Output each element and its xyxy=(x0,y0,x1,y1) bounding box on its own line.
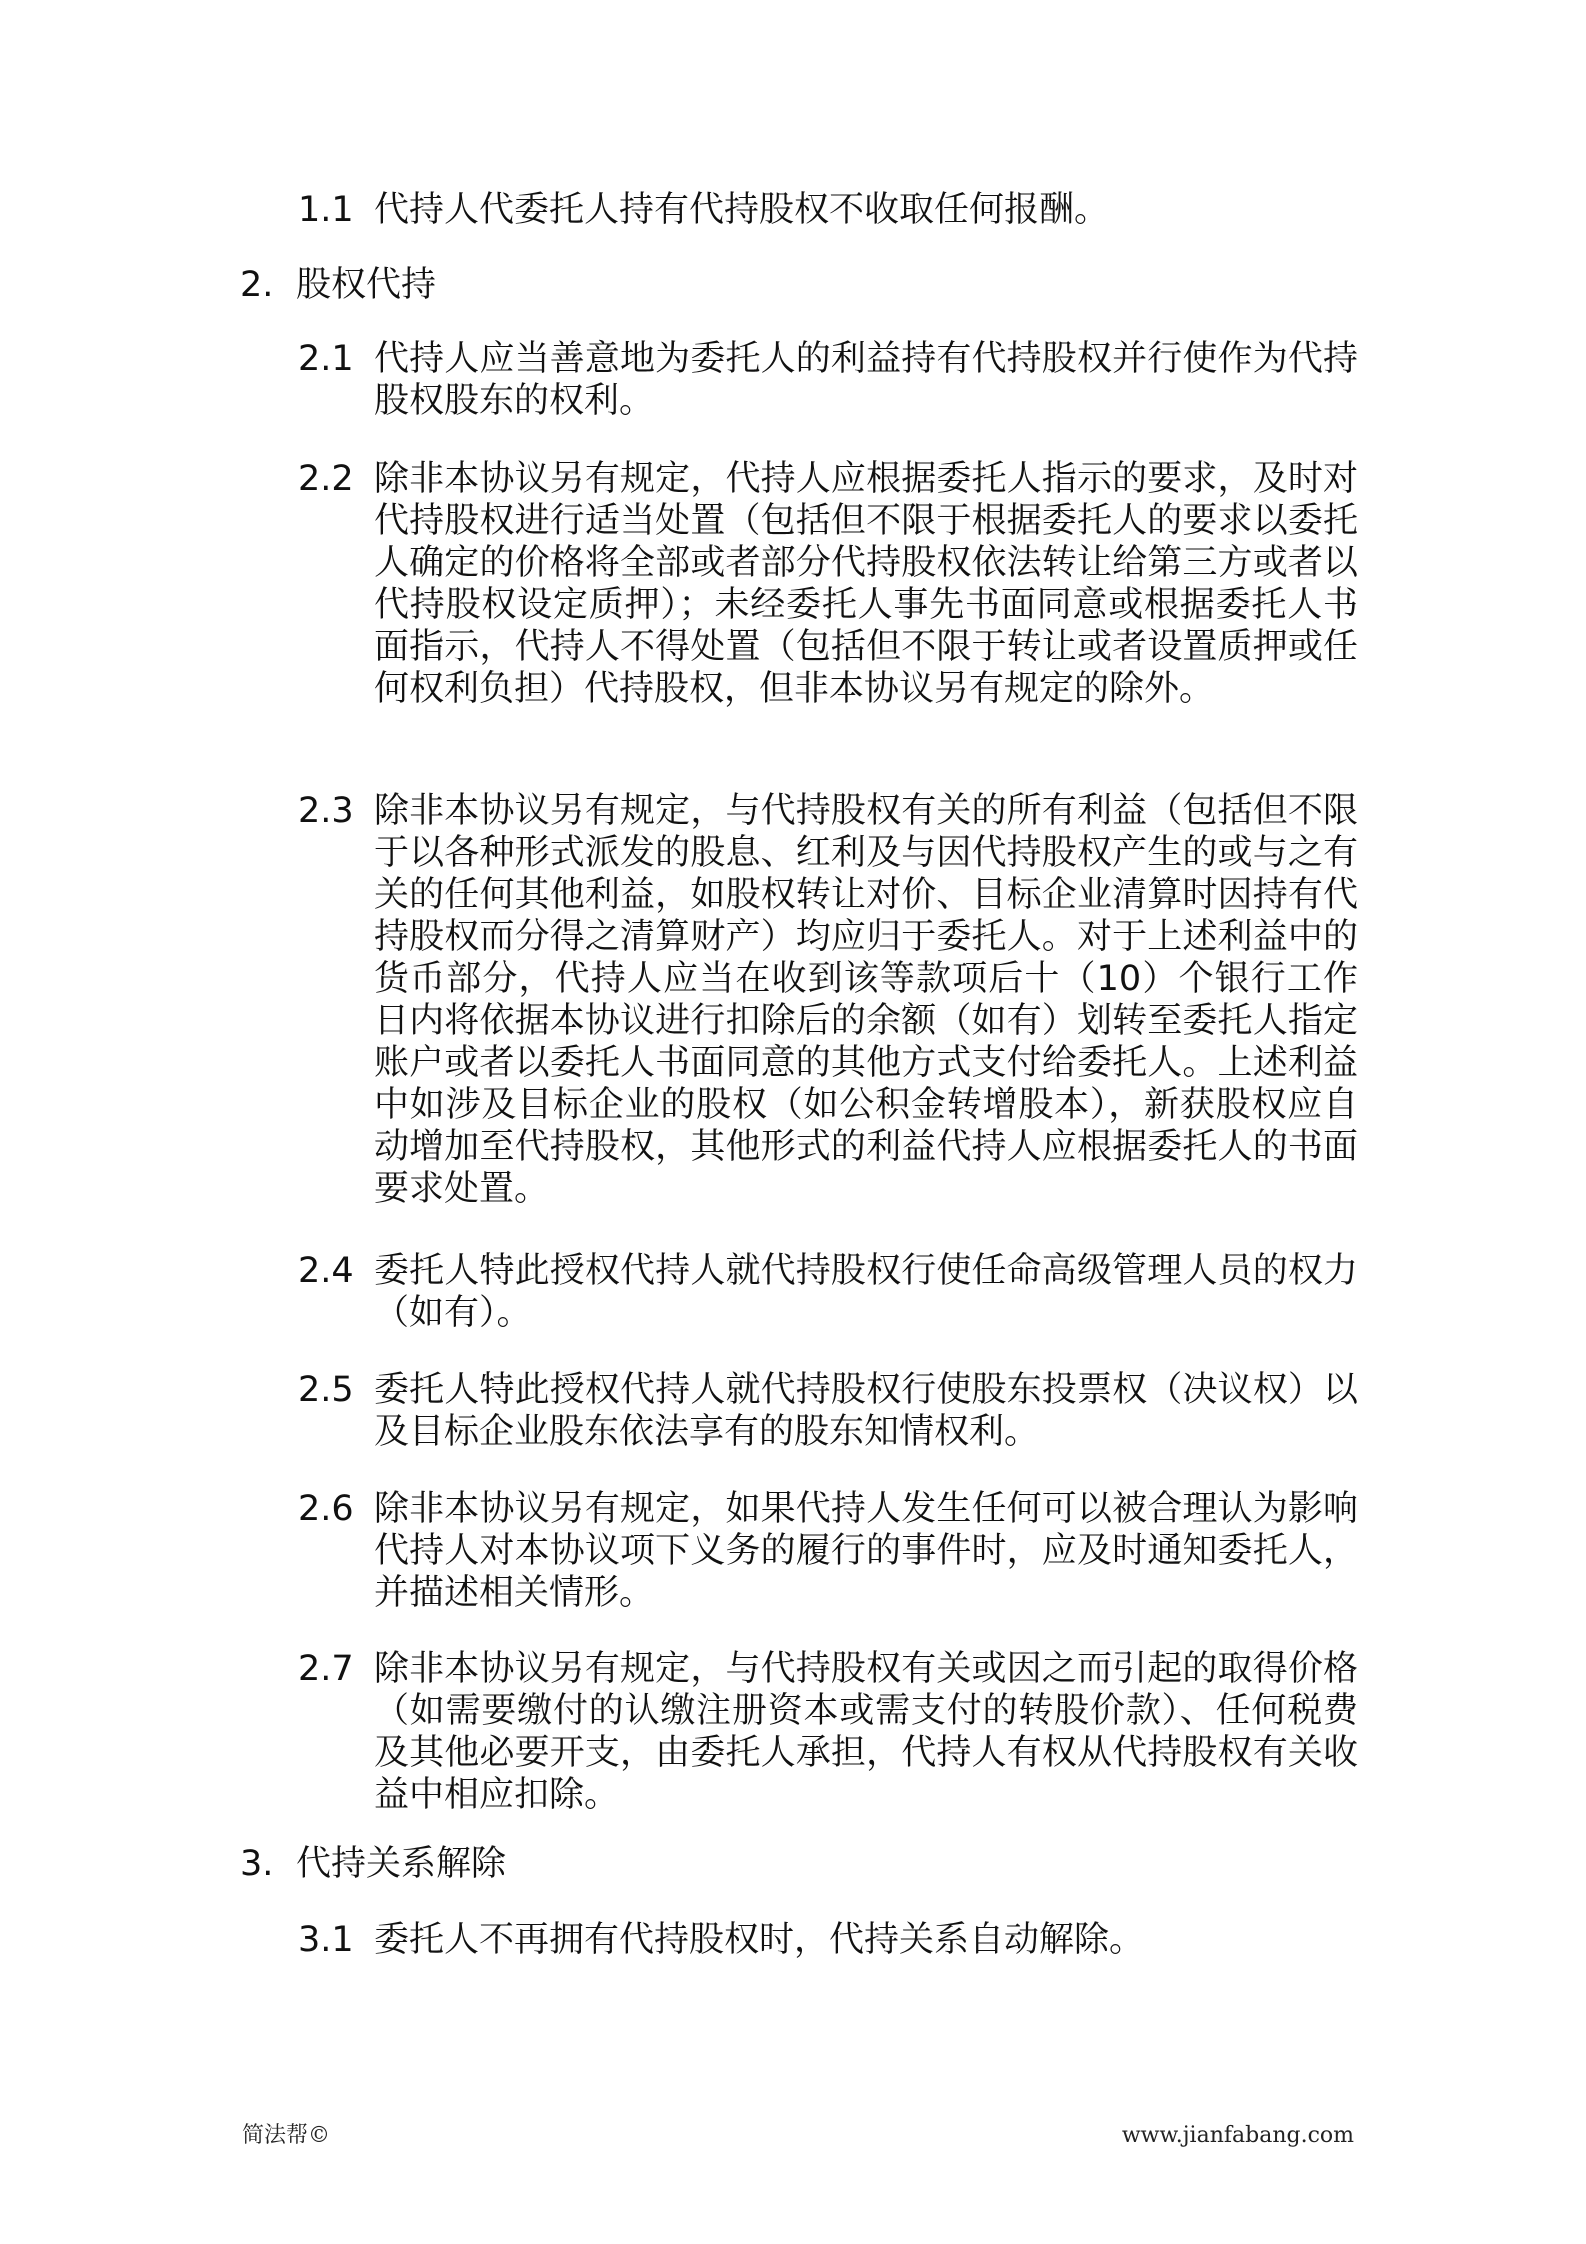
clause-number: 2.2 xyxy=(298,459,354,499)
clause-text: 除非本协议另有规定，代持人应根据委托人指示的要求，及时对代持股权进行适当处置（包括但不限于根据委托人的要求以委托人确定的价格将全部或者部分代持股权依法转让给第三方或者以代持股权设定质押）；未经委托人事先书面同意或根据委托人书面指示，代持人不得处置（包括但不限于转让或者设置质押或任何权利负担）代持股权，但非本协议另有规定的除外。 xyxy=(374,459,1358,709)
footer-website: www.jianfabang.com xyxy=(1121,2123,1354,2148)
clause-number: 2.3 xyxy=(298,791,354,831)
clause-number: 2.6 xyxy=(298,1489,354,1529)
clause-text: 除非本协议另有规定，与代持股权有关或因之而引起的取得价格（如需要缴付的认缴注册资本或需支付的转股价款）、任何税费及其他必要开支，由委托人承担，代持人有权从代持股权有关收益中相应扣除。 xyxy=(374,1649,1358,1815)
clause-text: 除非本协议另有规定，如果代持人发生任何可以被合理认为影响代持人对本协议项下义务的履行的事件时，应及时通知委托人，并描述相关情形。 xyxy=(374,1489,1358,1613)
clause-text: 代持人应当善意地为委托人的利益持有代持股权并行使作为代持股权股东的权利。 xyxy=(374,339,1358,421)
clause-number: 2.5 xyxy=(298,1370,354,1410)
section-number: 3. xyxy=(240,1844,274,1884)
clause-number: 1.1 xyxy=(298,190,354,230)
section-number: 2. xyxy=(240,265,274,305)
clause-number: 2.4 xyxy=(298,1251,354,1291)
section-heading-2 xyxy=(240,264,1140,306)
clause-text: 除非本协议另有规定，与代持股权有关的所有利益（包括但不限于以各种形式派发的股息、红利及与因代持股权产生的或与之有关的任何其他利益，如股权转让对价、目标企业清算时因持有代持股权而分得之清算财产）均应归于委托人。对于上述利益中的货币部分，代持人应当在收到该等款项后十（10）个银行工作日内将依据本协议进行扣除后的余额（如有）划转至委托人指定账户或者以委托人书面同意的其他方式支付给委托人。上述利益中如涉及目标企业的股权（如公积金转增股本），新获股权应自动增加至代持股权，其他形式的利益代持人应根据委托人的书面要求处置。 xyxy=(374,791,1358,1209)
footer-brand: 简法帮© xyxy=(242,2123,331,2148)
clause-number: 2.7 xyxy=(298,1649,354,1689)
section-title: 股权代持 xyxy=(296,265,437,305)
clause-text: 代持人代委托人持有代持股权不收取任何报酬。 xyxy=(374,190,1110,230)
clause-text: 委托人不再拥有代持股权时，代持关系自动解除。 xyxy=(374,1920,1145,1960)
clause-number: 3.1 xyxy=(298,1920,354,1960)
section-title: 代持关系解除 xyxy=(296,1844,507,1884)
clause-text: 委托人特此授权代持人就代持股权行使股东投票权（决议权）以及目标企业股东依法享有的股东知情权利。 xyxy=(374,1370,1358,1452)
section-heading-3 xyxy=(240,1843,1140,1885)
clause-number: 2.1 xyxy=(298,339,354,379)
clause-text: 委托人特此授权代持人就代持股权行使任命高级管理人员的权力（如有）。 xyxy=(374,1251,1358,1333)
